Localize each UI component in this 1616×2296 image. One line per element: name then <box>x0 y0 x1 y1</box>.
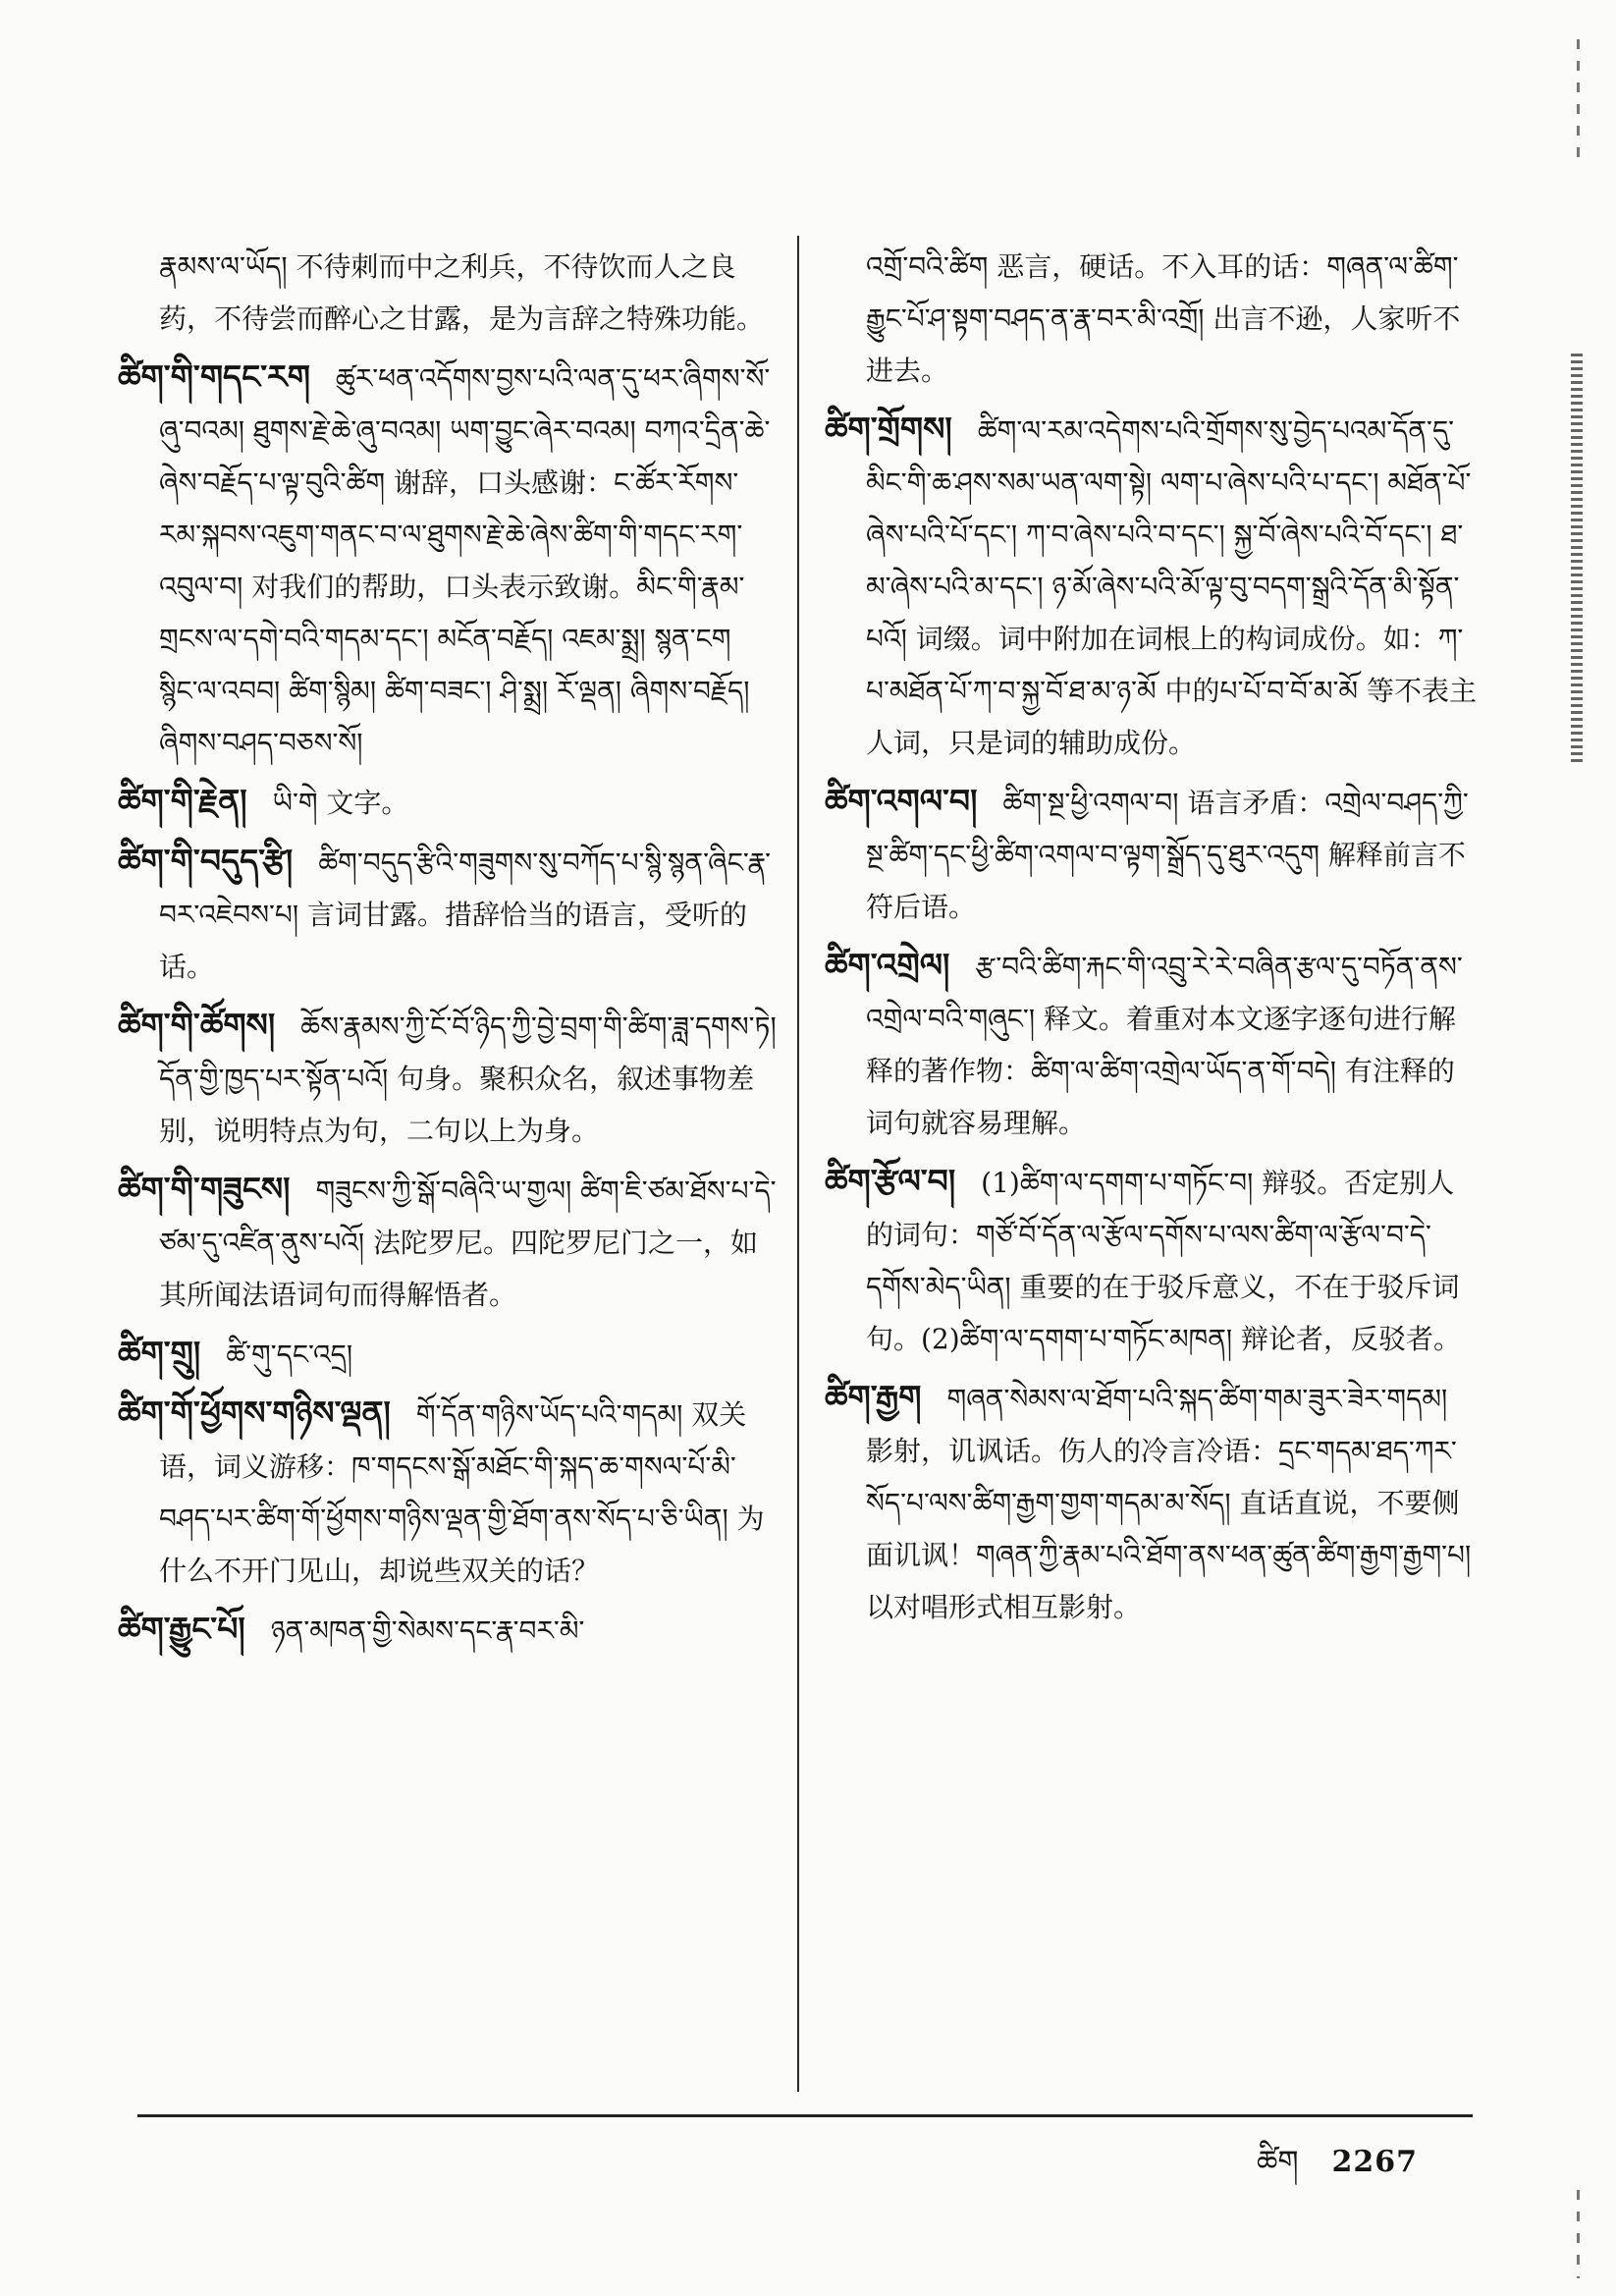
page-number: 2267 <box>1331 2145 1418 2179</box>
entry-definition: རྩ་བའི་ཚིག་རྐང་གི་འབྲུ་རེ་རེ་བཞིན་རྩལ་དུ་བཏོན་ནས་འགྲེལ་བའི་གཞུང་། 释文。着重对本文逐字逐句进行解释的著作物：ཚིག་ལ་ཚིག་འགྲེལ་ཡོད་ན་གོ་བདེ། 有注释的词句就容易理解。 <box>866 951 1463 1139</box>
page-footer <box>1257 2129 1418 2212</box>
left-column <box>118 241 778 1663</box>
dictionary-entry <box>825 403 1478 769</box>
entry-definition: ཚིག་སྔ་ཕྱི་འགལ་བ། 语言矛盾：འགྲེལ་བཤད་ཀྱི་སྔ་ཚིག་དང་ཕྱི་ཚིག་འགལ་བ་ལྟག་སྒྲོད་དུ་ཐུར་འདུག 解释前言不符后语。 <box>866 787 1469 923</box>
dictionary-entry <box>118 1387 778 1597</box>
entry-headword: ཚིག་འགལ་བ། <box>825 782 978 820</box>
entry-definition: ཚི་གུ་དང་འདྲ། <box>226 1339 353 1371</box>
entry-headword: ཚིག་གོ་ཕྱོགས་གཉིས་ལྡན། <box>118 1394 391 1432</box>
entry-headword: ཚིག་གི་རྗེན། <box>118 782 247 820</box>
dictionary-entry <box>118 351 778 769</box>
entry-headword: ཚིག་གི་ཚོགས། <box>118 1006 276 1044</box>
entry-headword: ཚིག་རྒྱུང་པོ། <box>118 1610 245 1648</box>
scan-edge-mark <box>1571 354 1583 766</box>
dictionary-entry <box>118 1163 778 1321</box>
dictionary-entry <box>118 775 778 829</box>
dictionary-entry <box>118 999 778 1157</box>
entry-definition: ཚུར་ཕན་འདོགས་བྱས་པའི་ལན་དུ་ཕར་ཞིགས་སོ་ཞུ་བའམ། ཐུགས་རྗེ་ཆེ་ཞུ་བའམ། ཡག་བྱུང་ཞེར་བའམ། བཀའ་དྲིན་ཆེ་ཞེས་བརྗོད་པ་ལྟ་བུའི་ཚིག 谢辞，口头感谢：ང་ཚོར་རོགས་རམ་སྐབས་འཇུག་གནང་བ་ལ་ཐུགས་རྗེ་ཆེ་ཞེས་ཚིག་གི་གདང་རག་འབུལ་བ། 对我们的帮助，口头表示致谢。མིང་གི་རྣམ་གྲངས་ལ་དགེ་བའི་གདམ་དང་། མངོན་བརྗོད། འཇམ་སྨྲ། སྙན་ངག སྙིང་ལ་འབབ། ཚིག་སྙིམ། ཚིག་བཟང་། ཤི་སྨྲ། རོ་ལྡན། ཞིགས་བརྗོད། ཞིགས་བཤད་བཅས་སོ། <box>159 362 771 759</box>
entry-definition: རྣམས་ལ་ཡོད། 不待刺而中之利兵，不待饮而人之良药，不待尝而醉心之甘露，是为言辞之特殊功能。 <box>159 250 765 335</box>
entry-headword: ཚིག་གི་གཟུངས། <box>118 1170 291 1208</box>
scan-edge-mark <box>1577 2190 1580 2278</box>
entry-definition: གཞན་སེམས་ལ་ཐོག་པའི་སྐད་ཚིག་གམ་ཟུར་ཟེར་གདམ། 影射，讥讽话。伤人的冷言冷语：དྲང་གདམ་ཐད་ཀར་སོད་པ་ལས་ཚིག་རྒྱག་གྱག་གདམ་མ་སོད། 直话直说，不要侧面讥讽！གཞན་ཀྱི་རྣམ་པའི་ཐོག་ནས་ཕན་ཚུན་ཚིག་རྒྱག་རྒྱག་པ། 以对唱形式相互影射。 <box>866 1383 1472 1623</box>
dictionary-entry <box>825 775 1478 933</box>
dictionary-entry <box>118 1327 778 1381</box>
dictionary-entry <box>118 835 778 993</box>
dictionary-entry <box>118 1603 778 1657</box>
entry-headword: ཚིག་རྒྱག <box>825 1378 922 1416</box>
footer-rule <box>137 2114 1473 2117</box>
entry-definition: འགྲོ་བའི་ཚིག 恶言，硬话。不入耳的话：གཞན་ལ་ཚིག་རྒྱུང་པོ་ཤ་སྟག་བཤད་ན་རྣ་བར་མི་འགྲོ། 出言不逊，人家听不进去。 <box>866 250 1461 387</box>
dictionary-entry <box>825 1155 1478 1365</box>
entry-headword: ཚིག་འགྲེལ། <box>825 946 950 984</box>
entry-headword: ཚིག་གྲོགས། <box>825 410 952 448</box>
entry-definition: ཉན་མཁན་གྱི་སེམས་དང་རྣ་བར་མི་ <box>270 1614 585 1647</box>
right-column <box>825 241 1478 1639</box>
dictionary-entry <box>118 241 778 345</box>
scan-edge-mark <box>1577 39 1580 157</box>
entry-definition: ཚིག་བདུད་རྩིའི་གཟུགས་སུ་བཀོད་པ་སྙི་སྙན་ཞིང་རྣ་བར་འཇེབས་པ། 言词甘露。措辞恰当的语言，受听的话。 <box>159 847 772 983</box>
entry-definition: གོ་དོན་གཉིས་ཡོད་པའི་གདམ། 双关语，词义游移：ཁ་གདངས་སྒོ་མཐོང་གི་སྐད་ཆ་གསལ་པོ་མི་བཤད་པར་ཚིག་གོ་ཕྱོགས་གཉིས་ལྡན་གྱི་ཐོག་ནས་སོད་པ་ཅི་ཡིན། 为什么不开门见山，却说些双关的话？ <box>159 1398 765 1587</box>
entry-headword: ཚིག་གི་གདང་རག <box>118 357 310 396</box>
entry-definition: ཚིག་ལ་རམ་འདེགས་པའི་གྲོགས་སུ་བྱེད་པའམ་དོན་དུ་མིང་གི་ཆ་ཤས་སམ་ཡན་ལག་སྟེ། ལག་པ་ཞེས་པའི་པ་དང་། མཐོན་པོ་ཞེས་པའི་པོ་དང་། ཀ་བ་ཞེས་པའི་བ་དང་། སྐྱ་བོ་ཞེས་པའི་བོ་དང་། ཐ་མ་ཞེས་པའི་མ་དང་། ཉ་མོ་ཞེས་པའི་མོ་ལྟ་བུ་བདག་སྒྲའི་དོན་མི་སྟོན་པའོ། 词缀。词中附加在词根上的构词成份。如：ཀ་པ་མཐོན་པོ་ཀ་བ་སྐྱ་བོ་ཐ་མ་ཉ་མོ 中的པ་པོ་བ་བོ་མ་མོ 等不表主人词，只是词的辅助成份。 <box>866 414 1477 759</box>
column-divider <box>797 236 799 2092</box>
running-head: ཚིག <box>1257 2145 1299 2179</box>
entry-headword: ཚིག་གྲུ། <box>118 1334 201 1372</box>
entry-definition: ཡི་གེ 文字。 <box>272 787 409 819</box>
entry-definition: (1)ཚིག་ལ་དགག་པ་གཏོང་བ། 辩驳。否定别人的词句：གཙོ་བོ་དོན་ལ་རྩོལ་དགོས་པ་ལས་ཚིག་ལ་རྩོལ་བ་དེ་དགོས་མེད་ཡིན། 重要的在于驳斥意义，不在于驳斥词句。(2)ཚིག་ལ་དགག་པ་གཏོང་མཁན། 辩论者，反驳者。 <box>866 1167 1462 1355</box>
entry-definition: གཟུངས་ཀྱི་སྒོ་བཞིའི་ཡ་གྱལ། ཚིག་ཇི་ཙམ་ཐོས་པ་དེ་ཙམ་དུ་འཛིན་ནུས་པའོ། 法陀罗尼。四陀罗尼门之一，如其所闻法语词句而得解悟者。 <box>159 1175 777 1311</box>
dictionary-entry <box>825 939 1478 1149</box>
entry-headword: ཚིག་རྩོལ་བ། <box>825 1162 956 1200</box>
entry-headword: ཚིག་གི་བདུད་རྩི། <box>118 842 294 880</box>
dictionary-entry <box>825 1371 1478 1633</box>
entry-definition: ཆོས་རྣམས་ཀྱི་ངོ་བོ་ཉིད་ཀྱི་བྱེ་བྲག་གི་ཚིག་ཟླ་དགས་ཏེ། དོན་གྱི་ཁྱད་པར་སྟོན་པའོ། 句身。聚积众名，叙述事物差别，说明特点为句，二句以上为身。 <box>159 1011 777 1147</box>
dictionary-entry <box>825 241 1478 397</box>
